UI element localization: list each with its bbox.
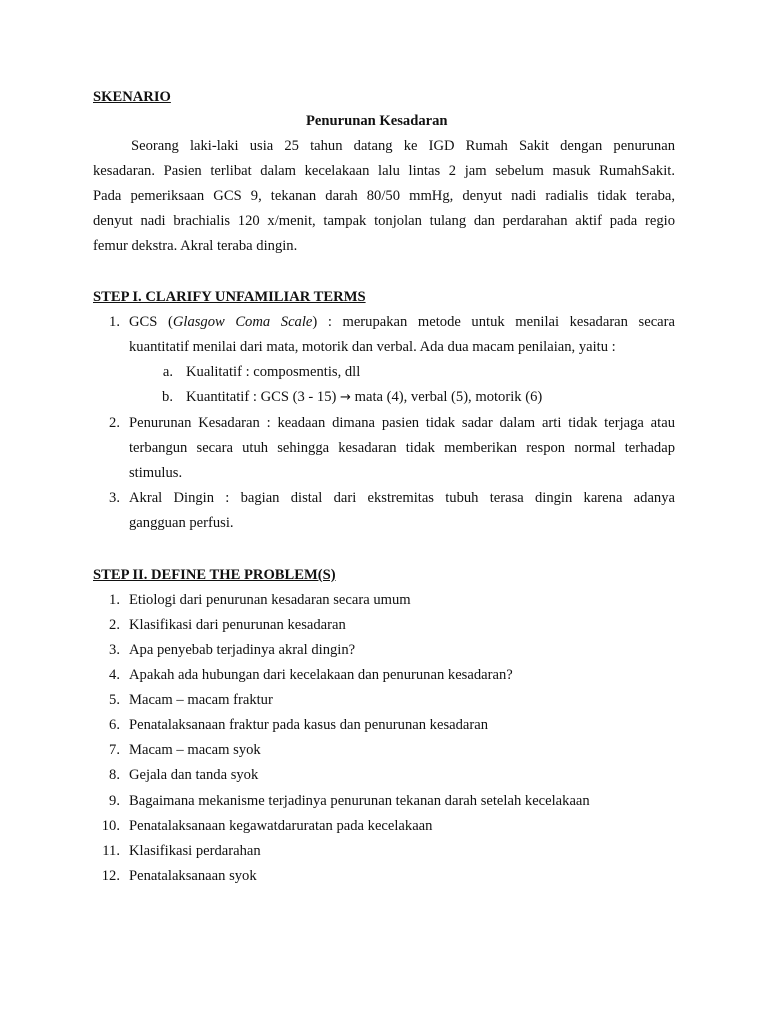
problem-item: Etiologi dari penurunan kesadaran secara umum [129,592,411,608]
quantitative-components: mata (4), verbal (5), motorik (6) [354,389,543,405]
step1-item1-line2: kuantitatif menilai dari mata, motorik dan verbal. Ada dua macam penilaian, yaitu : [129,339,616,355]
step1-item-number: 3. [109,490,120,506]
scenario-paragraph-line: Pada pemeriksaan GCS 9, tekanan darah 80/50 mmHg, denyut nadi radialis tidak teraba, [93,188,675,204]
gcs-definition: ) : merupakan metode untuk menilai kesadaran secara [312,314,675,330]
scenario-paragraph-line: denyut nadi brachialis 120 x/menit, tampak tonjolan tulang dan perdarahan aktif pada regio [93,213,675,229]
problem-number: 7. [109,742,120,758]
problem-number: 11. [102,843,120,859]
step1-item-number: 2. [109,415,120,431]
problem-number: 6. [109,717,120,733]
arrow-right-icon: → [340,390,351,405]
problem-number: 10. [101,818,120,834]
problem-item: Klasifikasi perdarahan [129,843,261,859]
problem-number: 5. [109,692,120,708]
problem-item: Klasifikasi dari penurunan kesadaran [129,617,346,633]
gcs-expansion: Glasgow Coma Scale [172,314,313,330]
scenario-heading: SKENARIO [93,89,171,105]
step1-heading: STEP I. CLARIFY UNFAMILIAR TERMS [93,289,366,305]
step1-item3-line: gangguan perfusi. [129,515,234,531]
step1-item2-line: terbangun secara utuh sehingga kesadaran tidak memberikan respon normal terhadap [129,440,675,456]
scenario-paragraph-line: kesadaran. Pasien terlibat dalam kecelakaan lalu lintas 2 jam sebelum masuk RumahSakit. [93,163,675,179]
problem-number: 8. [109,767,120,783]
problem-number: 12. [101,868,120,884]
gcs-label: GCS ( [129,314,173,330]
sub-item-label: a. [162,364,173,380]
step1-item2-line: stimulus. [129,465,183,481]
step1-item-number: 1. [109,314,120,330]
sub-item-qualitative: Kualitatif : composmentis, dll [186,364,361,380]
problem-item: Macam – macam fraktur [129,692,273,708]
scenario-title: Penurunan Kesadaran [306,113,448,129]
quantitative-text: Kuantitatif : GCS (3 - 15) [186,389,337,405]
problem-item: Apakah ada hubungan dari kecelakaan dan penurunan kesadaran? [129,667,513,683]
problem-item: Gejala dan tanda syok [129,767,259,783]
problem-number: 3. [109,642,120,658]
problem-number: 1. [109,592,120,608]
step1-item2-line: Penurunan Kesadaran : keadaan dimana pasien tidak sadar dalam arti tidak terjaga atau [129,415,675,431]
scenario-paragraph-line: femur dekstra. Akral teraba dingin. [93,238,298,254]
step1-item1-line1 [129,313,675,331]
problem-item: Bagaimana mekanisme terjadinya penurunan tekanan darah setelah kecelakaan [129,793,590,809]
step2-heading: STEP II. DEFINE THE PROBLEM(S) [93,567,336,583]
problem-item: Penatalaksanaan syok [129,868,257,884]
problem-number: 2. [109,617,120,633]
problem-number: 4. [109,667,120,683]
sub-item-quantitative [186,388,542,407]
scenario-paragraph-line: Seorang laki-laki usia 25 tahun datang ke IGD Rumah Sakit dengan penurunan [131,138,675,154]
sub-item-label: b. [162,389,173,405]
problem-number: 9. [109,793,120,809]
problem-item: Penatalaksanaan kegawatdaruratan pada kecelakaan [129,818,433,834]
problem-item: Apa penyebab terjadinya akral dingin? [129,642,356,658]
problem-item: Macam – macam syok [129,742,261,758]
step1-item3-line: Akral Dingin : bagian distal dari ekstremitas tubuh terasa dingin karena adanya [129,490,675,506]
problem-item: Penatalaksanaan fraktur pada kasus dan penurunan kesadaran [129,717,489,733]
